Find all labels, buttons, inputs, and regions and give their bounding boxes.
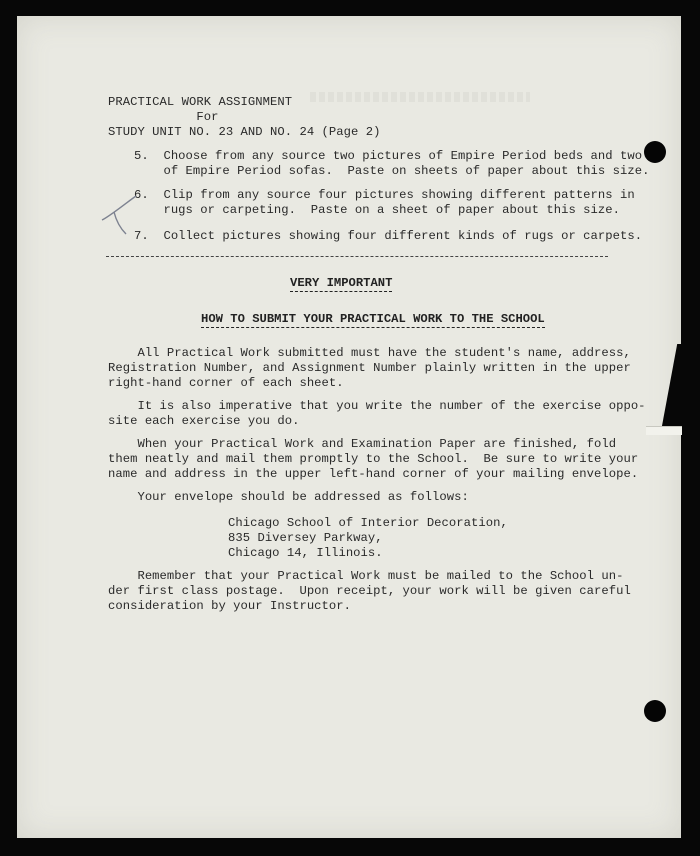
heading-how-to-submit: HOW TO SUBMIT YOUR PRACTICAL WORK TO THE SCHOOL [201,312,545,326]
paragraph-postage: Remember that your Practical Work must be mailed to the School un- der first class postage. Upon receipt, your work will be given careful consideration by your Instructor. [108,569,631,613]
header-title: PRACTICAL WORK ASSIGNMENT [108,95,293,109]
school-address: Chicago School of Interior Decoration, 835 Diversey Parkway, Chicago 14, Illinois. [228,516,508,560]
heading-very-important: VERY IMPORTANT [290,276,393,290]
assignment-item-6: 6. Clip from any source four pictures showing different patterns in rugs or carpeting. Paste on a sheet of paper about this size. [134,188,635,217]
header-for: For [108,110,219,124]
header-study-unit: STUDY UNIT NO. 23 AND NO. 24 (Page 2) [108,125,381,139]
assignment-item-5: 5. Choose from any source two pictures of Empire Period beds and two of Empire Period sofas. Paste on sheets of paper about this size. [134,149,650,178]
section-divider [106,256,608,257]
paragraph-identification: All Practical Work submitted must have the student's name, address, Registration Number, and Assignment Number plainly written in the upper right-hand corner of each sheet. [108,346,631,390]
assignment-header [108,95,380,140]
paragraph-mailing: When your Practical Work and Examination Paper are finished, fold them neatly and mail them promptly to the School. Be sure to write your name and address in the upper left-hand corner of your mailing envelope. [108,437,639,481]
binder-hole-bottom [644,700,666,722]
assignment-item-7: 7. Collect pictures showing four different kinds of rugs or carpets. [134,229,643,243]
paragraph-exercise-number: It is also imperative that you write the number of the exercise oppo- site each exercise you do. [108,399,646,428]
paragraph-envelope: Your envelope should be addressed as follows: [108,490,469,504]
check-mark-icon [100,190,140,238]
paper-flap [646,426,682,435]
